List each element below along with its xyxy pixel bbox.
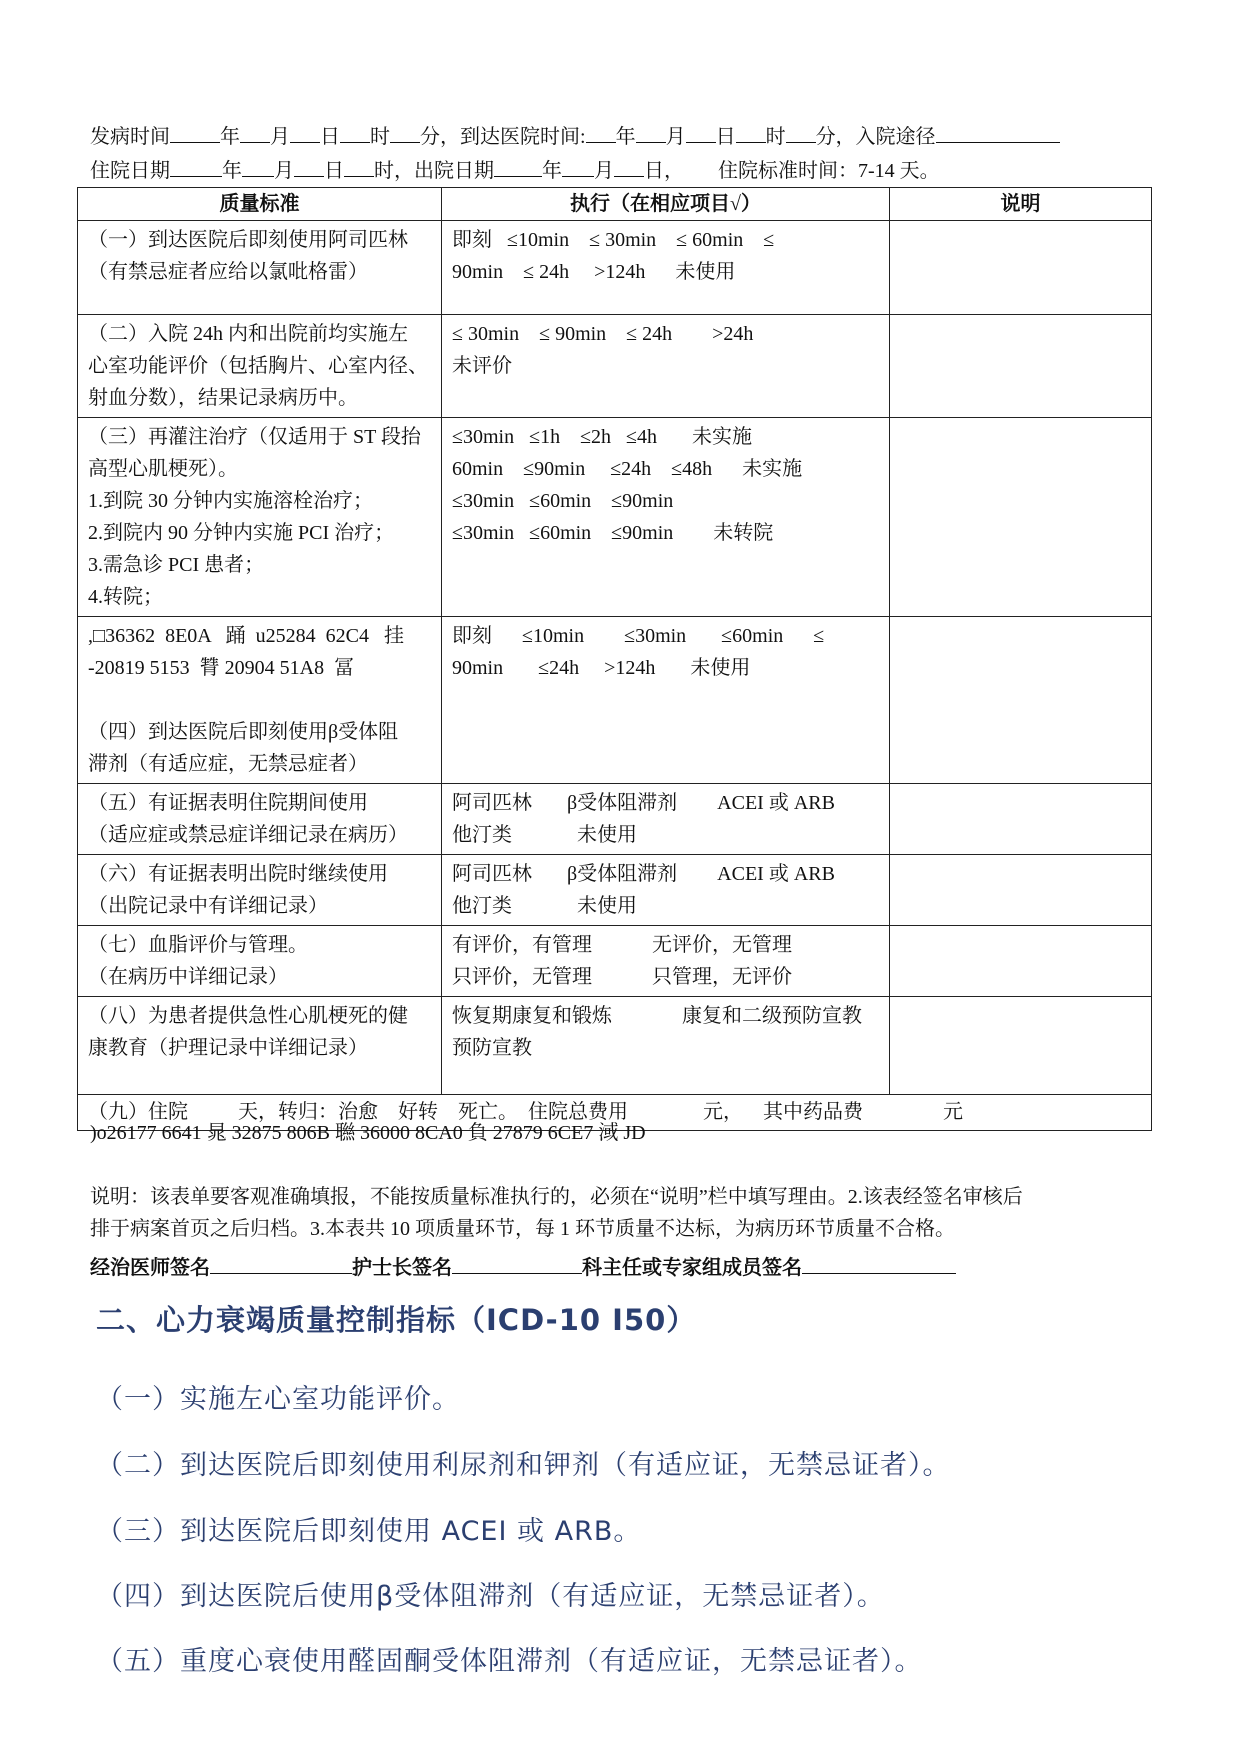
arrival-month-field[interactable] <box>636 124 666 143</box>
section-2-item: （五）重度心衰使用醛固酮受体阻滞剂（有适应证，无禁忌证者）。 <box>96 1646 923 1677</box>
criterion-line: （三）再灌注治疗（仅适用于 ST 段抬 <box>88 426 421 448</box>
route-field[interactable] <box>936 124 1060 143</box>
criterion-line: 心室功能评价（包括胸片、心室内径、 <box>88 355 428 377</box>
criterion-line: 射血分数），结果记录病历中。 <box>88 387 358 409</box>
nurse-signature-field[interactable] <box>452 1255 582 1274</box>
options-cell[interactable] <box>442 926 890 997</box>
director-signature-label: 科主任或专家组成员签名 <box>582 1257 802 1279</box>
criterion-cell <box>78 617 442 784</box>
month-label: 月 <box>665 126 686 148</box>
hour-label: 时 <box>370 126 390 148</box>
section-2-title: 二、心力衰竭质量控制指标（ICD-10 I50） <box>96 1303 697 1337</box>
option-line[interactable]: 阿司匹林 β受体阻滞剂 ACEI 或 ARB <box>452 863 835 885</box>
option-line[interactable]: 他汀类 未使用 <box>452 895 637 917</box>
admit-day-field[interactable] <box>294 158 324 177</box>
discharge-day-field[interactable] <box>614 158 644 177</box>
section-2-item: （三）到达医院后即刻使用 ACEI 或 ARB。 <box>96 1516 642 1547</box>
table-header-row <box>78 188 1152 221</box>
notes-cell[interactable] <box>890 221 1152 315</box>
garbled-text-line: )o26177 6641 晁 32875 806B 聮 36000 8CA0 負 27879 6CE7 淢 JD <box>90 1122 646 1144</box>
admit-hour-field[interactable] <box>344 158 374 177</box>
option-line[interactable]: ≤ 30min ≤ 90min ≤ 24h >24h <box>452 323 754 345</box>
year-label: 年 <box>615 126 636 148</box>
day-label: 日 <box>324 160 344 182</box>
discharge-year-field[interactable] <box>494 158 542 177</box>
option-line[interactable]: 有评价，有管理 无评价，无管理 <box>452 934 792 956</box>
criterion-line: （有禁忌症者应给以氯吡格雷） <box>88 261 368 283</box>
year-label: 年 <box>220 126 240 148</box>
arrival-year-field[interactable] <box>586 124 616 143</box>
option-line[interactable]: 只评价，无管理 只管理，无评价 <box>452 966 792 988</box>
option-line[interactable]: ≤30min ≤1h ≤2h ≤4h 未实施 <box>452 426 753 448</box>
admit-month-field[interactable] <box>242 158 274 177</box>
table-row <box>78 784 1152 855</box>
director-signature-field[interactable] <box>802 1255 956 1274</box>
table-row <box>78 418 1152 617</box>
table-row <box>78 221 1152 315</box>
onset-label: 发病时间 <box>90 126 170 148</box>
options-cell[interactable] <box>442 221 890 315</box>
notes-cell[interactable] <box>890 617 1152 784</box>
criterion-line: 1.到院 30 分钟内实施溶栓治疗； <box>88 490 373 512</box>
quality-table <box>77 187 1152 1131</box>
criterion-line: （二）入院 24h 内和出院前均实施左 <box>88 323 408 345</box>
day-label: 日 <box>320 126 340 148</box>
criterion-line: （在病历中详细记录） <box>88 966 288 988</box>
minute-label: 分 <box>420 126 440 148</box>
doctor-signature-label: 经治医师签名 <box>90 1257 210 1279</box>
criterion-line: （七）血脂评价与管理。 <box>88 934 308 956</box>
option-line[interactable]: 90min ≤24h >124h 未使用 <box>452 657 751 679</box>
admit-label: 住院日期 <box>90 160 170 182</box>
hour-label: 时 <box>765 126 786 148</box>
onset-time-line <box>90 124 1060 150</box>
admit-year-field[interactable] <box>170 158 222 177</box>
admission-date-line <box>90 158 940 184</box>
header-notes: 说明 <box>890 188 1152 221</box>
onset-day-field[interactable] <box>290 124 320 143</box>
arrival-minute-field[interactable] <box>786 124 816 143</box>
criterion-gap <box>88 684 431 716</box>
section-2-item: （一）实施左心室功能评价。 <box>96 1384 460 1415</box>
table-row <box>78 617 1152 784</box>
year-label: 年 <box>542 160 562 182</box>
criterion-line: 滞剂（有适应症，无禁忌症者） <box>88 753 368 775</box>
route-label: 分，入院途径 <box>815 126 936 148</box>
criterion-cell <box>78 855 442 926</box>
criterion-cell <box>78 784 442 855</box>
onset-year-field[interactable] <box>170 124 220 143</box>
discharge-month-field[interactable] <box>562 158 594 177</box>
criterion-line: -20819 5153 甧 20904 51A8 冨 <box>88 657 355 679</box>
criterion-line: 高型心肌梗死）。 <box>88 458 238 480</box>
criterion-cell <box>78 926 442 997</box>
criterion-line: （四）到达医院后即刻使用β受体阻 <box>88 721 399 743</box>
day-label: 日， <box>644 160 684 182</box>
notes-cell[interactable] <box>890 315 1152 418</box>
month-label: 月 <box>274 160 294 182</box>
nurse-signature-label: 护士长签名 <box>352 1257 452 1279</box>
onset-month-field[interactable] <box>240 124 270 143</box>
notes-cell[interactable] <box>890 855 1152 926</box>
criterion-line: （一）到达医院后即刻使用阿司匹林 <box>88 229 408 251</box>
hour-label: 时 <box>374 160 394 182</box>
criterion-line: 3.需急诊 PCI 患者； <box>88 554 265 576</box>
criterion-line: 2.到院内 90 分钟内实施 PCI 治疗； <box>88 522 395 544</box>
table-row <box>78 315 1152 418</box>
section-2-item: （二）到达医院后即刻使用利尿剂和钾剂（有适应证，无禁忌证者）。 <box>96 1450 951 1481</box>
criterion-line: （适应症或禁忌症详细记录在病历） <box>88 824 408 846</box>
table-row <box>78 997 1152 1095</box>
criterion-line: 4.转院； <box>88 586 163 608</box>
option-line[interactable]: 阿司匹林 β受体阻滞剂 ACEI 或 ARB <box>452 792 835 814</box>
onset-minute-field[interactable] <box>390 124 420 143</box>
arrival-day-field[interactable] <box>686 124 716 143</box>
option-line[interactable]: 即刻 ≤10min ≤ 30min ≤ 60min ≤ <box>452 229 775 251</box>
option-line[interactable]: ≤30min ≤60min ≤90min 未转院 <box>452 522 774 544</box>
table-row <box>78 926 1152 997</box>
month-label: 月 <box>594 160 614 182</box>
criterion-line: （五）有证据表明住院期间使用 <box>88 792 368 814</box>
notes-line-1: 说明：该表单要客观准确填报，不能按质量标准执行的，必须在“说明”栏中填写理由。2.该表经签名审核后 <box>90 1186 1023 1208</box>
option-line[interactable]: 即刻 ≤10min ≤30min ≤60min ≤ <box>452 625 825 647</box>
day-label: 日 <box>715 126 736 148</box>
criterion-line: （六）有证据表明出院时继续使用 <box>88 863 388 885</box>
criterion-line: 康教育（护理记录中详细记录） <box>88 1037 368 1059</box>
criterion-cell <box>78 418 442 617</box>
signature-line <box>90 1255 956 1281</box>
criterion-line: ,□36362 8E0A 踊 u25284 62C4 挂 <box>88 625 404 647</box>
option-line[interactable]: 60min ≤90min ≤24h ≤48h 未实施 <box>452 458 803 480</box>
option-line[interactable]: 预防宣教 <box>452 1037 532 1059</box>
notes-cell[interactable] <box>890 926 1152 997</box>
criterion-cell <box>78 315 442 418</box>
options-cell[interactable] <box>442 617 890 784</box>
stay-outcome-cell[interactable]: （九）住院 天，转归：治愈 好转 死亡。 住院总费用 元， 其中药品费 元 <box>78 1095 1152 1131</box>
notes-line-2: 排于病案首页之后归档。3.本表共 10 项质量环节，每 1 环节质量不达标，为病历环节质量不合格。 <box>90 1218 955 1240</box>
options-cell[interactable] <box>442 855 890 926</box>
arrival-hour-field[interactable] <box>736 124 766 143</box>
discharge-label: ，出院日期 <box>394 160 494 182</box>
options-cell[interactable] <box>442 784 890 855</box>
section-2-item: （四）到达医院后使用β受体阻滞剂（有适应证，无禁忌证者）。 <box>96 1581 885 1612</box>
doctor-signature-field[interactable] <box>210 1255 352 1274</box>
standard-stay-label: 住院标准时间：7-14 天。 <box>718 160 940 182</box>
criterion-line: （出院记录中有详细记录） <box>88 895 328 917</box>
options-cell[interactable] <box>442 997 890 1095</box>
table-row <box>78 855 1152 926</box>
arrival-label: ，到达医院时间: <box>440 126 586 148</box>
onset-hour-field[interactable] <box>340 124 370 143</box>
criterion-cell <box>78 221 442 315</box>
option-line[interactable]: 恢复期康复和锻炼 康复和二级预防宣教 <box>452 1005 862 1027</box>
options-cell[interactable] <box>442 315 890 418</box>
option-line[interactable]: 未评价 <box>452 355 512 377</box>
options-cell[interactable] <box>442 418 890 617</box>
option-line[interactable]: 他汀类 未使用 <box>452 824 637 846</box>
header-execution: 执行（在相应项目√） <box>442 188 890 221</box>
notes-cell[interactable] <box>890 997 1152 1095</box>
header-criteria: 质量标准 <box>78 188 442 221</box>
notes-cell[interactable] <box>890 418 1152 617</box>
criterion-cell <box>78 997 442 1095</box>
notes-cell[interactable] <box>890 784 1152 855</box>
year-label: 年 <box>222 160 242 182</box>
option-line[interactable]: 90min ≤ 24h >124h 未使用 <box>452 261 736 283</box>
option-line[interactable]: ≤30min ≤60min ≤90min <box>452 490 674 512</box>
criterion-line: （八）为患者提供急性心肌梗死的健 <box>88 1005 408 1027</box>
month-label: 月 <box>270 126 290 148</box>
